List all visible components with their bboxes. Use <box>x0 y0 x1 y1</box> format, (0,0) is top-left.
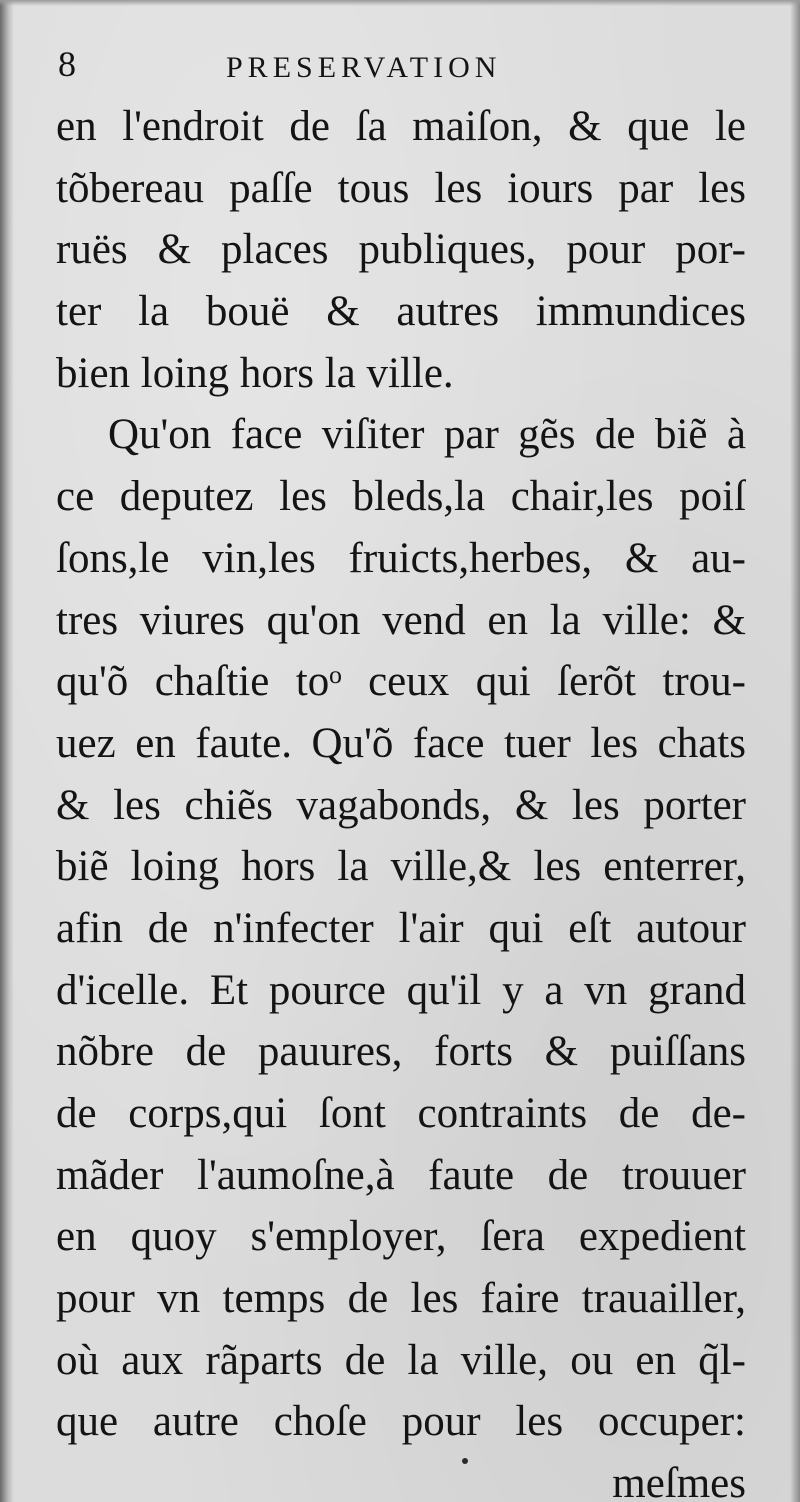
text-line: pour vn temps de les faire trauailler, <box>56 1275 746 1323</box>
text-line: de corps,qui ſont contraints de de- <box>56 1090 746 1137</box>
text-line: en l'endroit de ſa maiſon, & que le <box>56 103 746 150</box>
text-line: nõbre de pauures, forts & puiſſans <box>56 1028 746 1076</box>
text-line: ce deputez les bleds,la chair,les poiſ <box>56 473 746 521</box>
text-line: bien loing hors la ville. <box>56 349 454 397</box>
text-line: afin de n'infecter l'air qui eſt autour <box>56 904 746 952</box>
text-line: qu'õ chaſtie toᵒ ceux qui ſerõt trou- <box>56 658 746 706</box>
text-line: ſons,le vin,les fruicts,herbes, & au- <box>56 534 746 582</box>
text-line: que autre choſe pour les occuper: <box>56 1398 746 1446</box>
text-line: uez en faute. Qu'õ face tuer les chats <box>56 719 746 767</box>
text-line: tõbereau paſſe tous les iours par les <box>56 164 746 212</box>
text-line: biẽ loing hors la ville,& les enterrer, <box>56 843 746 891</box>
text-line: mãder l'aumoſne,à faute de trouuer <box>56 1151 746 1199</box>
page-shadow-top <box>0 0 800 6</box>
text-line: ter la bouë & autres immundices <box>56 288 746 336</box>
text-line: tres viures qu'on vend en la ville: & <box>56 596 746 644</box>
page-shadow-left <box>0 0 14 1502</box>
text-line: d'icelle. Et pource qu'il y a vn grand <box>56 966 746 1014</box>
page-header <box>58 40 748 90</box>
page-shadow-right <box>790 0 800 1502</box>
running-head: PRESERVATION <box>226 51 502 84</box>
ink-speck <box>462 1458 468 1464</box>
text-line: où aux rãparts de la ville, ou en q̃l- <box>56 1336 746 1384</box>
text-line: Qu'on face viſiter par gẽs de biẽ à <box>108 411 746 459</box>
page-number: 8 <box>58 44 76 84</box>
text-line: ruës & places publiques, pour por- <box>56 226 746 274</box>
text-line: & les chiẽs vagabonds, & les porter <box>56 781 746 829</box>
text-line: en quoy s'employer, ſera expedient <box>56 1213 746 1261</box>
text-body <box>56 96 746 1502</box>
catchword: meſmes <box>612 1460 746 1502</box>
